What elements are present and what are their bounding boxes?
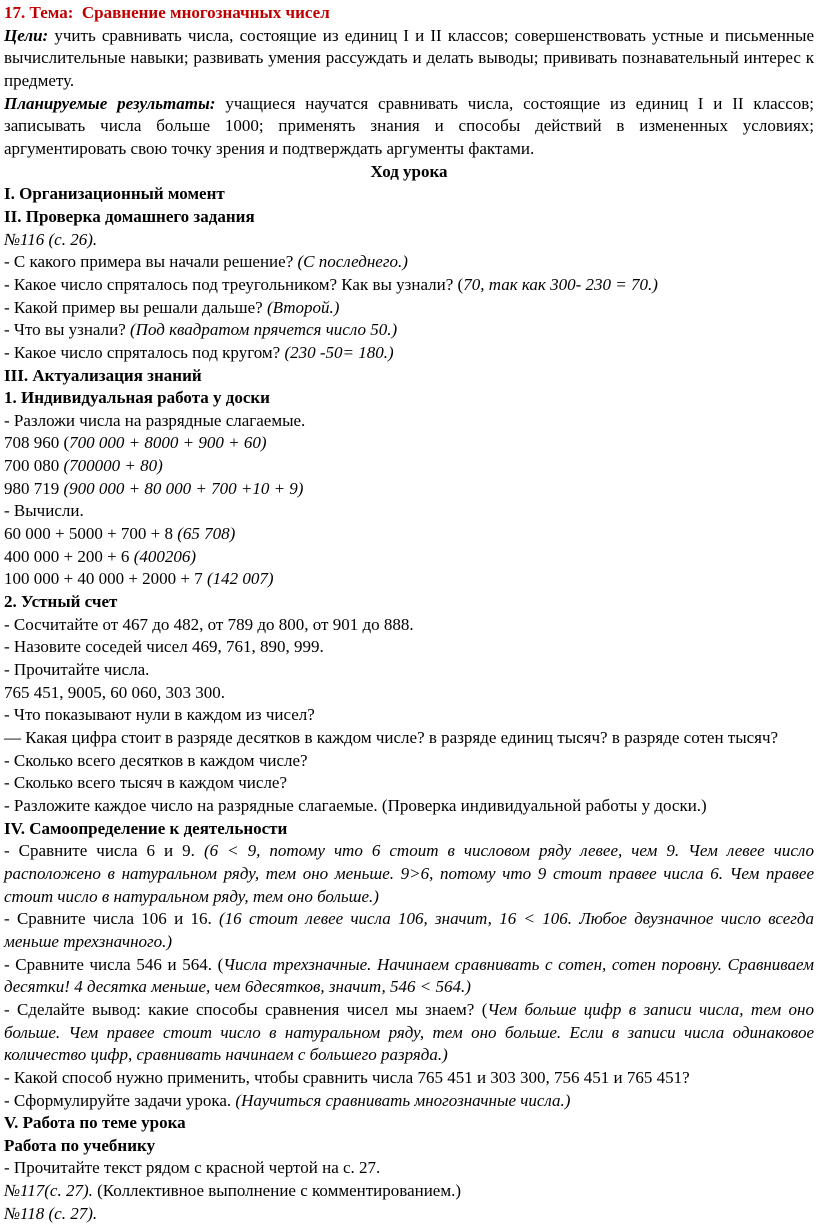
list-item: 765 451, 9005, 60 060, 303 300.: [4, 682, 225, 702]
section-heading: I. Организационный момент: [4, 184, 225, 204]
list-item: - Сделайте вывод: какие способы сравнения чисел мы знаем? (Чем больше цифр в записи числа, тем оно больше. Чем правее стоит число в натуральном ряду, тем оно больше. Если в записи числа одинаковое количество цифр, сравнивать начинаем с большего разряда.): [4, 999, 814, 1065]
section-heading: IV. Самоопределение к деятельности: [4, 818, 288, 838]
list-item: - Сосчитайте от 467 до 482, от 789 до 800, от 901 до 888.: [4, 614, 414, 634]
subsection-heading: Работа по учебнику: [4, 1135, 156, 1155]
list-item: - С какого примера вы начали решение? (С последнего.): [4, 252, 408, 272]
list-item: - Какой пример вы решали дальше? (Второй.): [4, 297, 340, 317]
list-item: - Сравните числа 106 и 16. (16 стоит левее числа 106, значит, 16 < 106. Любое двузначное число всегда меньше трехзначного.): [4, 909, 815, 951]
list-item: 980 719 (900 000 + 80 000 + 700 +10 + 9): [4, 478, 304, 498]
list-item: 400 000 + 200 + 6 (400206): [4, 546, 197, 566]
homework-ref: №116 (с. 26).: [4, 229, 98, 249]
list-item: - Какой способ нужно применить, чтобы сравнить числа 765 451 и 303 300, 756 451 и 765 451?: [4, 1067, 690, 1087]
list-item: - Разложите каждое число на разрядные слагаемые. (Проверка индивидуальной работы у доски.): [4, 795, 707, 815]
list-item: - Сравните числа 546 и 564. (Числа трехзначные. Начинаем сравнивать с сотен, сотен поровну. Сравниваем десятки! 4 десятка меньше, чем 6десятков, значит, 546 < 564.): [4, 954, 814, 997]
subsection-heading: 2. Устный счет: [4, 592, 118, 612]
list-item: - Что вы узнали? (Под квадратом прячется число 50.): [4, 320, 398, 340]
section-heading: III. Актуализация знаний: [4, 365, 202, 385]
list-item: - Сколько всего десятков в каждом числе?: [4, 750, 308, 770]
section-heading: II. Проверка домашнего задания: [4, 206, 255, 226]
planned-results-paragraph: Планируемые результаты: учащиеся научатся сравнивать числа, состоящие из единиц I и II классов; записывать числа больше 1000; применять знания и способы действий в измененных условиях; аргументировать свою точку зрения и подтверждать аргументы фактами.: [4, 93, 815, 158]
goals-paragraph: Цели: учить сравнивать числа, состоящие из единиц I и II классов; совершенствовать устные и письменные вычислительные навыки; развивать умения рассуждать и делать выводы; прививать познавательный интерес к предмету.: [4, 25, 814, 90]
list-item: №118 (с. 27).: [4, 1203, 98, 1223]
list-item: - Сравните числа 6 и 9. (6 < 9, потому что 6 стоит в числовом ряду левее, чем 9. Чем левее число расположено в натуральном ряду, тем оно меньше. 9>6, потому что 9 стоит правее числа 6. Чем правее стоит число в натуральном ряду, тем оно больше.): [4, 841, 815, 906]
list-item: 100 000 + 40 000 + 2000 + 7 (142 007): [4, 569, 274, 589]
list-item: - Какое число спряталось под треугольником? Как вы узнали? (70, так как 300- 230 = 70.): [4, 274, 658, 294]
task-line: - Вычисли.: [4, 501, 84, 521]
list-item: 708 960 (700 000 + 8000 + 900 + 60): [4, 433, 267, 453]
list-item: - Прочитайте текст рядом с красной чертой на с. 27.: [4, 1158, 381, 1178]
list-item: - Прочитайте числа.: [4, 660, 150, 680]
lesson-title: 17. Тема: Сравнение многозначных чисел: [4, 3, 330, 22]
list-item: - Сформулируйте задачи урока. (Научиться сравнивать многозначные числа.): [4, 1090, 571, 1110]
section-heading: V. Работа по теме урока: [4, 1113, 186, 1133]
list-item: - Что показывают нули в каждом из чисел?: [4, 705, 315, 725]
list-item: 700 080 (700000 + 80): [4, 456, 163, 476]
list-item: - Сколько всего тысяч в каждом числе?: [4, 773, 288, 793]
subsection-heading: 1. Индивидуальная работа у доски: [4, 388, 270, 408]
course-heading: Ход урока: [370, 161, 448, 181]
task-line: - Разложи числа на разрядные слагаемые.: [4, 410, 306, 430]
list-item: №117(с. 27). (Коллективное выполнение с комментированием.): [4, 1181, 462, 1201]
list-item: - Какое число спряталось под кругом? (230 -50= 180.): [4, 342, 394, 362]
list-item: 60 000 + 5000 + 700 + 8 (65 708): [4, 524, 236, 544]
list-item: — Какая цифра стоит в разряде десятков в каждом числе? в разряде единиц тысяч? в разряде сотен тысяч?: [4, 728, 779, 747]
list-item: - Назовите соседей чисел 469, 761, 890, 999.: [4, 637, 324, 657]
